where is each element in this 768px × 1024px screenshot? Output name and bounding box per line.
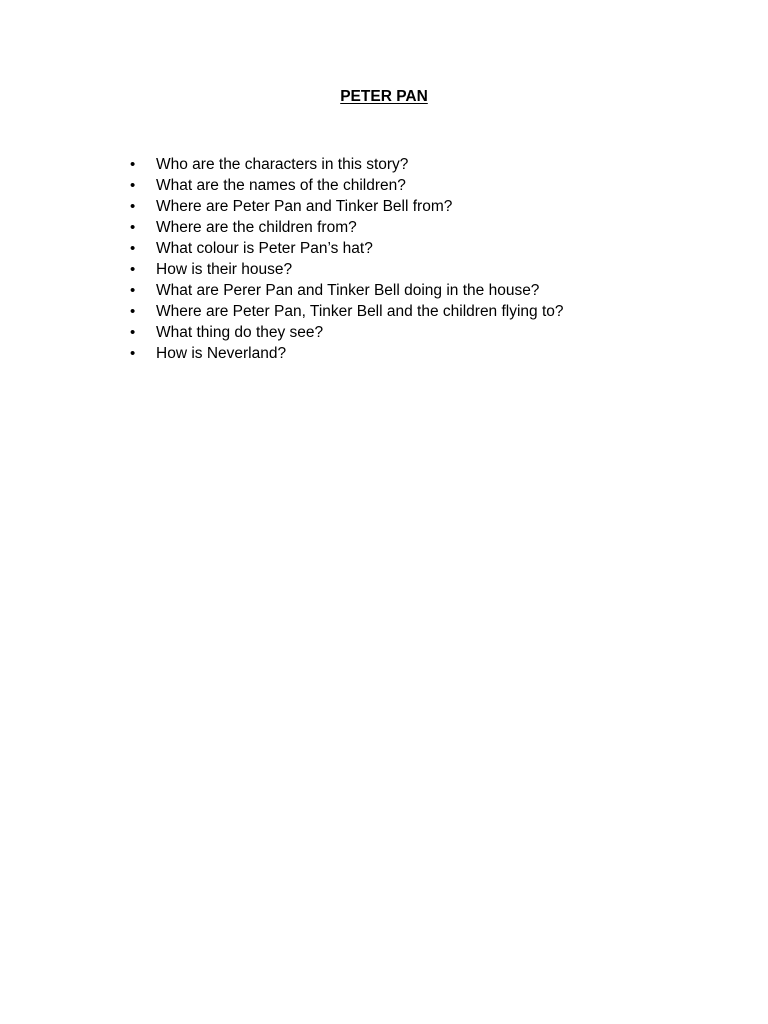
question-text: What are Perer Pan and Tinker Bell doing in the house? <box>156 282 540 299</box>
question-text: What are the names of the children? <box>156 177 406 194</box>
list-item <box>130 259 564 280</box>
question-text: Where are Peter Pan, Tinker Bell and the children flying to? <box>156 303 564 320</box>
list-item <box>130 280 564 301</box>
list-item <box>130 322 564 343</box>
bullet-icon: • <box>130 345 136 362</box>
bullet-icon: • <box>130 156 136 173</box>
question-text: Where are the children from? <box>156 219 357 236</box>
question-list <box>130 154 564 364</box>
question-text: Who are the characters in this story? <box>156 156 409 173</box>
bullet-icon: • <box>130 198 136 215</box>
bullet-icon: • <box>130 303 136 320</box>
bullet-icon: • <box>130 261 136 278</box>
list-item <box>130 217 564 238</box>
bullet-icon: • <box>130 324 136 341</box>
document-title: PETER PAN <box>340 88 428 105</box>
question-text: What thing do they see? <box>156 324 324 341</box>
list-item <box>130 154 564 175</box>
list-item <box>130 238 564 259</box>
list-item <box>130 196 564 217</box>
list-item <box>130 301 564 322</box>
list-item <box>130 175 564 196</box>
bullet-icon: • <box>130 282 136 299</box>
list-item <box>130 343 564 364</box>
question-text: How is their house? <box>156 261 293 278</box>
bullet-icon: • <box>130 219 136 236</box>
question-text: Where are Peter Pan and Tinker Bell from? <box>156 198 453 215</box>
bullet-icon: • <box>130 177 136 194</box>
bullet-icon: • <box>130 240 136 257</box>
question-text: How is Neverland? <box>156 345 287 362</box>
question-text: What colour is Peter Pan’s hat? <box>156 240 373 257</box>
